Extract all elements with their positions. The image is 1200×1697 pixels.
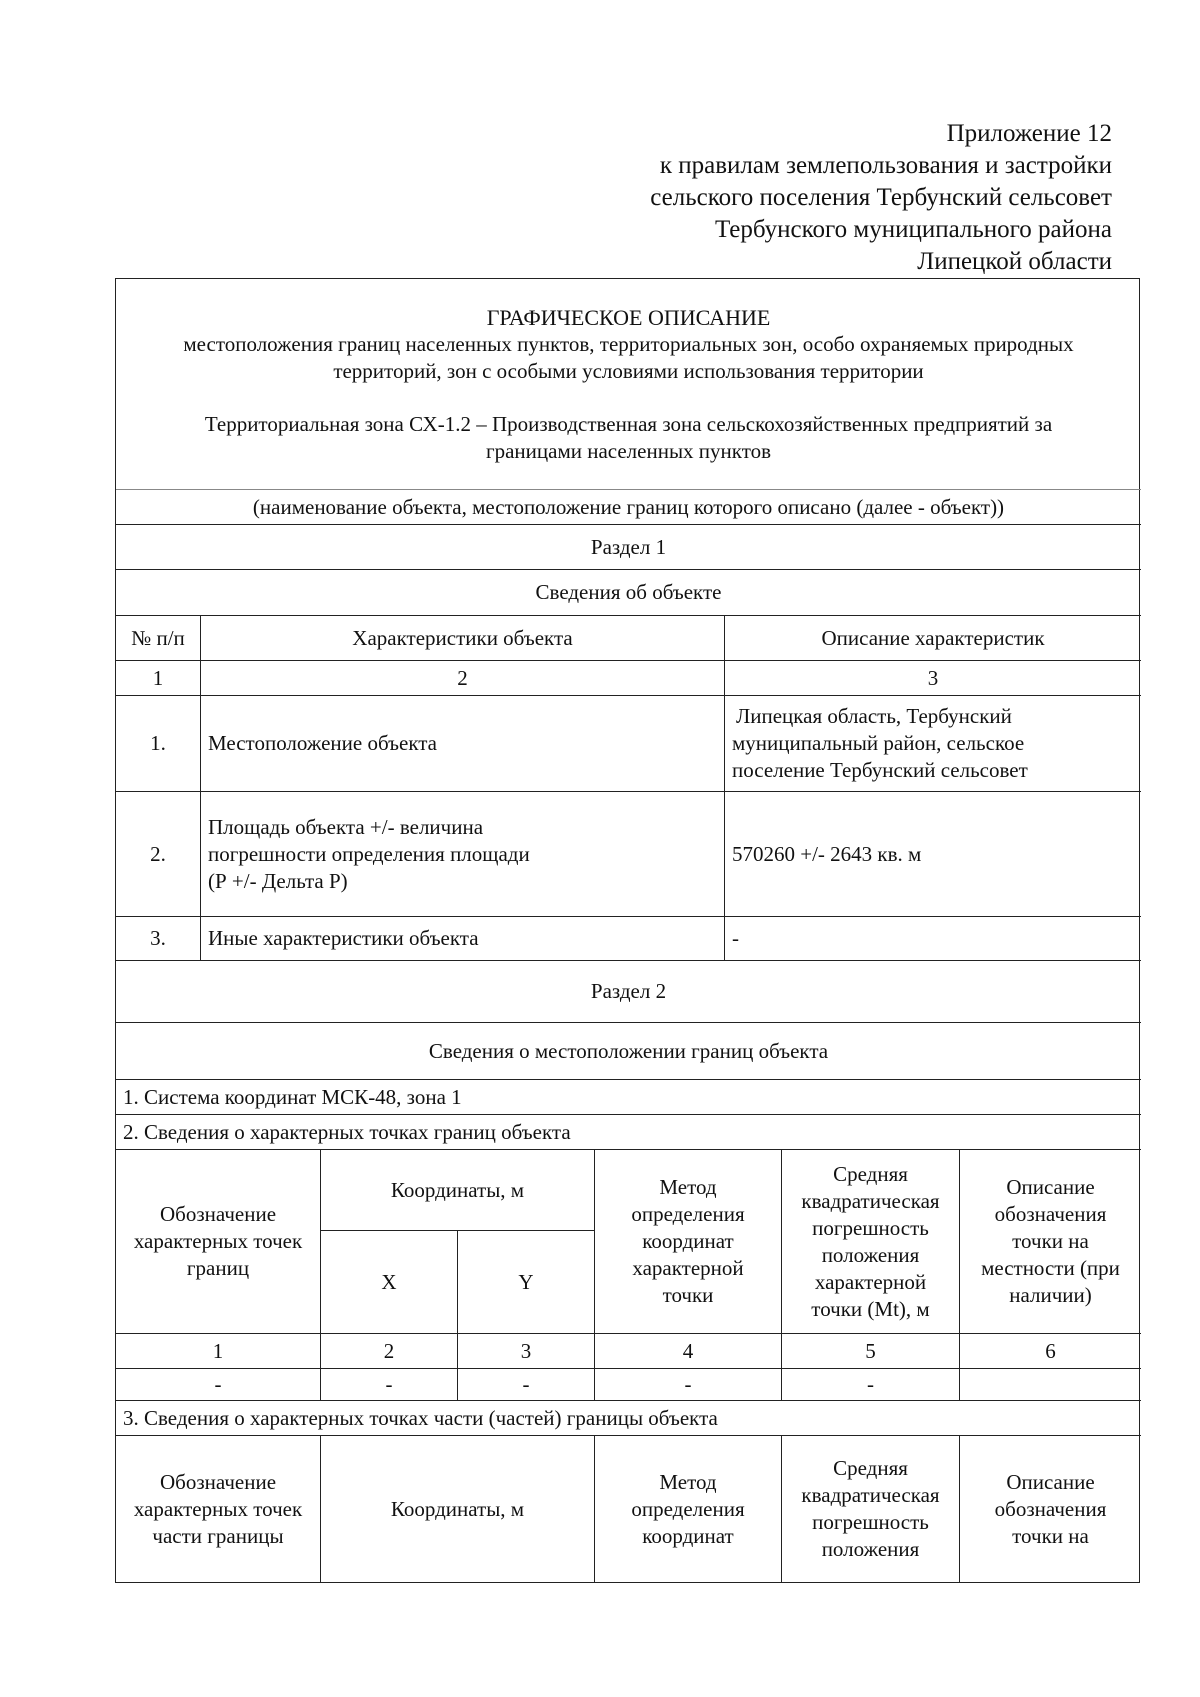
column-number: 5 [782, 1334, 960, 1369]
header-text: Средняя [833, 1456, 908, 1480]
header-text: характерной [632, 1256, 744, 1280]
header-text: Обозначение [159, 1202, 277, 1226]
object-name-line: границами населенных пунктов [485, 438, 772, 463]
value-text: - [732, 926, 739, 950]
header-number: № п/п [116, 616, 201, 661]
parts-header-coordinates: Координаты, м [321, 1436, 595, 1582]
header-text: определения [631, 1202, 745, 1226]
column-number: 4 [595, 1334, 782, 1369]
column-number: 1 [116, 1334, 321, 1369]
header-text: Средняя [833, 1161, 908, 1186]
section1-title: Раздел 1 [116, 525, 1141, 570]
title-block [116, 279, 1141, 490]
header-text: точки на [1012, 1229, 1089, 1253]
coordinate-system: 1. Система координат МСК-48, зона 1 [116, 1080, 1141, 1115]
header-text: Метод [659, 1469, 717, 1494]
parts-header-designation [116, 1436, 321, 1582]
header-text: характерных точек [133, 1229, 303, 1253]
header-text: положения [821, 1242, 920, 1267]
column-number: 2 [201, 661, 725, 696]
header-coordinates: Координаты, м [321, 1150, 595, 1231]
characteristic-text: Площадь объекта +/- величина [208, 814, 484, 839]
header-text: обозначения [994, 1496, 1107, 1521]
row-number: 3. [116, 917, 201, 961]
header-text: характерной [814, 1269, 927, 1294]
parts-header-error [782, 1436, 960, 1582]
header-y: Y [458, 1231, 595, 1334]
header-text: местности (при [981, 1256, 1120, 1280]
row-characteristic [201, 917, 725, 961]
description-table [115, 278, 1140, 1583]
header-designation [116, 1150, 321, 1334]
row-number: 1. [116, 696, 201, 792]
header-line: Приложение 12 [946, 120, 1112, 147]
subtitle-line: территорий, зон с особыми условиями использования территории [333, 358, 924, 383]
column-number: 3 [725, 661, 1141, 696]
header-error [782, 1150, 960, 1334]
data-cell: - [321, 1369, 458, 1401]
header-text: характерных точек [133, 1496, 303, 1521]
header-description: Описание характеристик [725, 616, 1141, 661]
header-line: Липецкой области [917, 248, 1112, 275]
section1-subtitle: Сведения об объекте [116, 570, 1141, 616]
characteristic-text: Иные характеристики объекта [208, 926, 479, 950]
header-text: определения [631, 1496, 745, 1521]
points-title: 2. Сведения о характерных точках границ объекта [116, 1115, 1141, 1150]
characteristic-text: погрешности определения площади [208, 841, 530, 866]
header-text: погрешность [812, 1510, 929, 1534]
section2-title: Раздел 2 [116, 961, 1141, 1023]
parts-header-method [595, 1436, 782, 1582]
data-cell [960, 1369, 1141, 1401]
row-characteristic [201, 696, 725, 792]
parts-title: 3. Сведения о характерных точках части (частей) границы объекта [116, 1401, 1141, 1436]
data-cell: - [595, 1369, 782, 1401]
characteristic-text: Местоположение объекта [208, 731, 438, 755]
header-x: X [321, 1231, 458, 1334]
header-text: Описание [1006, 1175, 1095, 1199]
header-text: границ [186, 1256, 250, 1280]
header-line: к правилам землепользования и застройки [659, 152, 1112, 179]
header-text: точки (Mt), м [811, 1296, 930, 1321]
characteristic-text: (Р +/- Дельта Р) [208, 868, 348, 893]
header-characteristic: Характеристики объекта [201, 616, 725, 661]
row-value [725, 696, 1141, 792]
header-point-description [960, 1150, 1141, 1334]
object-name-line: Территориальная зона СХ-1.2 – Производственная зона сельскохозяйственных предприятий за [204, 411, 1053, 436]
data-cell: - [782, 1369, 960, 1401]
subtitle-line: местоположения границ населенных пунктов, территориальных зон, особо охраняемых природных [183, 331, 1074, 356]
header-text: квадратическая [801, 1483, 940, 1507]
row-value [725, 792, 1141, 917]
header-text: квадратическая [801, 1188, 940, 1213]
row-value [725, 917, 1141, 961]
header-line: Тербунского муниципального района [714, 216, 1112, 243]
header-text: координат [642, 1523, 734, 1548]
header-text: Обозначение [159, 1469, 277, 1494]
row-characteristic [201, 792, 725, 917]
object-caption: (наименование объекта, местоположение границ которого описано (далее - объект)) [116, 490, 1141, 525]
header-text: части границы [152, 1523, 284, 1548]
header-text: точки на [1012, 1523, 1089, 1548]
value-text: 570260 +/- 2643 кв. м [732, 841, 922, 866]
document-title: ГРАФИЧЕСКОЕ ОПИСАНИЕ [486, 304, 771, 330]
header-line: сельского поселения Тербунский сельсовет [650, 184, 1112, 211]
data-cell: - [458, 1369, 595, 1401]
value-text: Липецкая область, Тербунский [736, 704, 1012, 728]
data-cell: - [116, 1369, 321, 1401]
document-header [650, 118, 1112, 278]
header-text: наличии) [1009, 1283, 1092, 1307]
row-number: 2. [116, 792, 201, 917]
header-text: погрешность [812, 1215, 929, 1240]
column-number: 1 [116, 661, 201, 696]
value-text: муниципальный район, сельское [732, 731, 1025, 755]
header-text: координат [642, 1229, 734, 1253]
column-number: 6 [960, 1334, 1141, 1369]
column-number: 3 [458, 1334, 595, 1369]
value-text: поселение Тербунский сельсовет [732, 758, 1028, 782]
parts-header-point-description [960, 1436, 1141, 1582]
header-text: обозначения [994, 1202, 1107, 1226]
section2-subtitle: Сведения о местоположении границ объекта [116, 1023, 1141, 1080]
header-text: точки [662, 1283, 714, 1307]
header-method [595, 1150, 782, 1334]
header-text: Описание [1006, 1469, 1095, 1494]
header-text: положения [821, 1537, 920, 1561]
header-text: Метод [659, 1175, 717, 1199]
column-number: 2 [321, 1334, 458, 1369]
